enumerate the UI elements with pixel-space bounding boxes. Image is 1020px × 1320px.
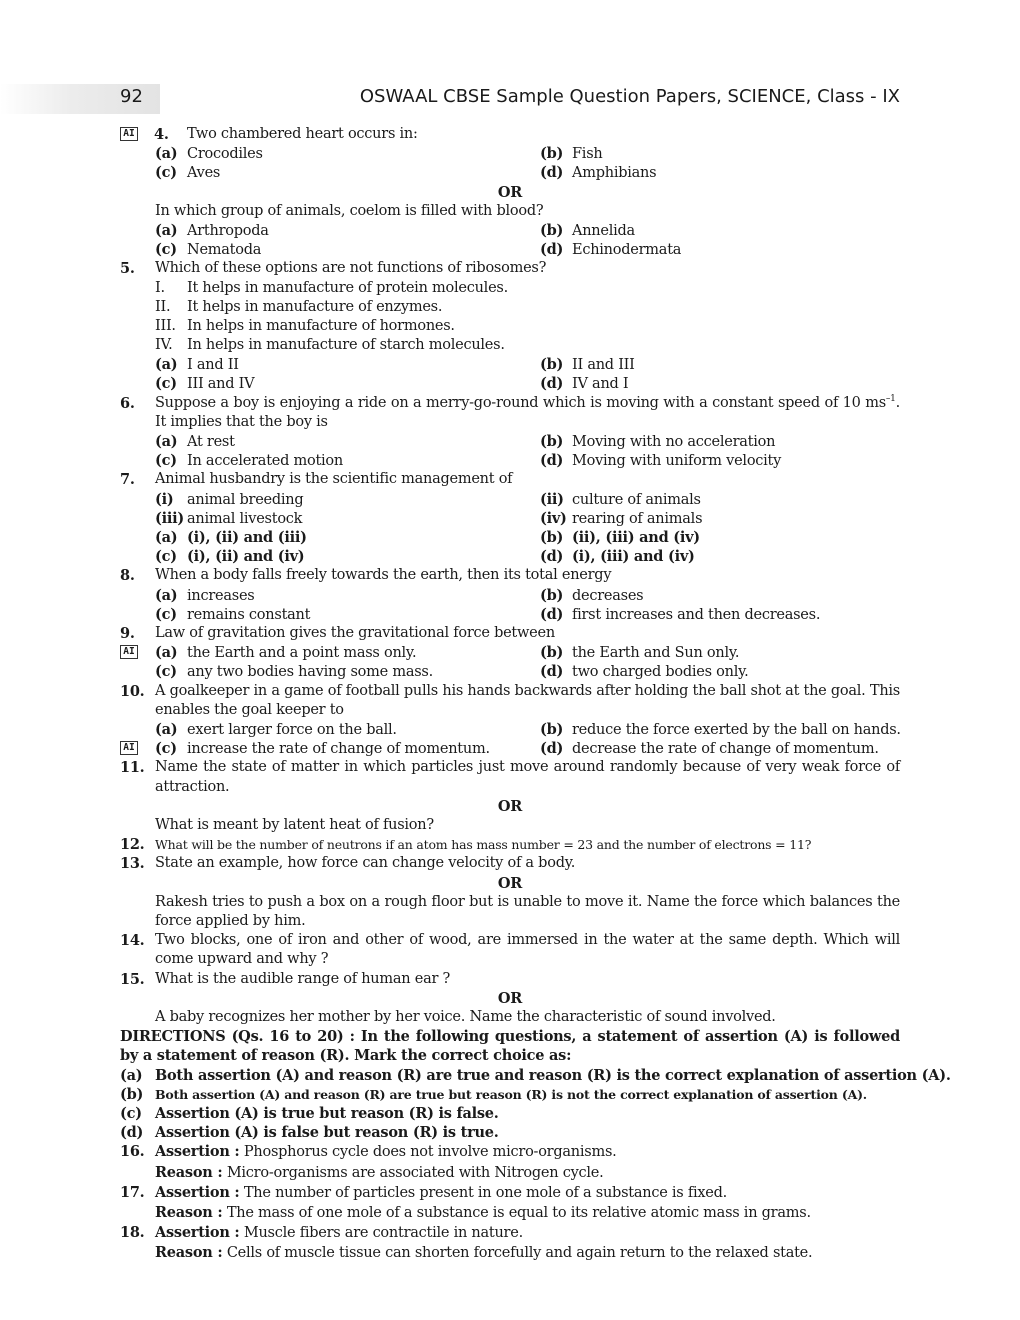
option-a: (a) (i), (ii) and (iii) [155,529,307,547]
option-c: (c) III and IV [155,375,255,393]
question-number: 8. [120,567,135,585]
directions-text: DIRECTIONS (Qs. 16 to 20) : In the following questions, a statement of assertion (A) is followed by a statement of reason (R). Mark the correct choice as: [120,1028,900,1065]
option-b: (b) Fish [540,145,603,163]
question-text: A goalkeeper in a game of football pulls his hands backwards after holding the ball shot at the goal. This enables the goal keeper to [155,682,900,718]
ai-badge-icon: AI [120,127,138,141]
option-row [120,163,900,182]
question-18 [120,1223,900,1263]
question-number: 9. [120,624,135,642]
option-d: (d) decrease the rate of change of momentum. [540,740,879,758]
question-16 [120,1142,900,1182]
reason-line: Reason : Micro-organisms are associated with Nitrogen cycle. [155,1163,604,1181]
statement-item: I. It helps in manufacture of protein molecules. [155,279,508,296]
option-b: (b) the Earth and Sun only. [540,644,740,662]
question-text: Two chambered heart occurs in: [187,126,418,142]
option-c: (c) Nematoda [155,241,262,259]
question-4-alternative [120,202,900,221]
question-number: 11. [120,759,145,777]
option-b: (b) II and III [540,356,635,374]
option-d: (d) Amphibians [540,164,657,182]
question-text: Animal husbandry is the scientific management of [155,471,513,488]
ai-badge-icon: AI [120,645,138,659]
question-number: 4. [154,126,169,143]
or-divider: OR [497,989,523,1007]
assertion-line: Assertion : Phosphorus cycle does not involve micro-organisms. [155,1143,617,1161]
question-6 [120,394,900,432]
option-c: (c) In accelerated motion [155,452,343,470]
option-a: (a) Arthropoda [155,221,269,239]
option-c: (c) remains constant [155,605,311,623]
option-c: (c) increase the rate of change of momentum. [155,740,490,758]
question-text: Law of gravitation gives the gravitational force between [155,624,555,641]
directions-choice-a: (a) Both assertion (A) and reason (R) are true and reason (R) is the correct explanation of assertion (A). [120,1066,951,1084]
question-11-alternative [120,816,900,835]
question-number: 15. [120,970,145,988]
question-11 [120,758,900,796]
question-9 [120,624,900,643]
question-number: 14. [120,932,145,950]
option-d: (d) IV and I [540,375,629,393]
statement-item: II. It helps in manufacture of enzymes. [155,298,443,315]
option-c: (c) any two bodies having some mass. [155,663,433,681]
option-b: (b) reduce the force exerted by the ball on hands. [540,720,901,738]
option-b: (b) Annelida [540,221,635,239]
question-5 [120,259,900,278]
running-title: OSWAAL CBSE Sample Question Papers, SCIENCE, Class - IX [359,86,900,107]
option-c: (c) (i), (ii) and (iv) [155,548,305,566]
option-b: (b) (ii), (iii) and (iv) [540,529,700,547]
assertion-line: Assertion : Muscle fibers are contractile in nature. [155,1224,523,1242]
option-row [120,739,900,758]
statement-item: IV. In helps in manufacture of starch molecules. [155,337,505,354]
option-a: (a) exert larger force on the ball. [155,720,397,738]
question-text: Which of these options are not functions of ribosomes? [155,260,547,277]
ai-badge-icon: AI [120,741,138,755]
question-text: A baby recognizes her mother by her voice. Name the characteristic of sound involved. [155,1008,776,1025]
option-row [120,528,900,547]
reason-line: Reason : Cells of muscle tissue can shorten forcefully and again return to the relaxed state. [155,1244,813,1262]
question-number: 5. [120,260,135,278]
question-number: 10. [120,682,145,700]
option-b: (b) Moving with no acceleration [540,433,776,451]
statement-row [120,509,900,528]
option-row [120,374,900,393]
question-text: Rakesh tries to push a box on a rough floor but is unable to move it. Name the force which balances the force applied by him. [155,893,900,929]
option-row [120,451,900,470]
question-8 [120,566,900,585]
option-a: (a) Crocodiles [155,145,263,163]
statement-i: (i) animal breeding [155,490,304,508]
reason-line: Reason : The mass of one mole of a substance is equal to its relative atomic mass in grams. [155,1203,811,1221]
question-text: What is meant by latent heat of fusion? [155,816,434,833]
question-text: Name the state of matter in which particles just move around randomly because of very weak force of attraction. [155,759,900,795]
question-number: 6. [120,394,135,412]
question-10 [120,682,900,720]
option-row [120,720,900,739]
option-row [120,144,900,163]
directions-choice-d: (d) Assertion (A) is false but reason (R) is true. [120,1124,499,1142]
option-d: (d) first increases and then decreases. [540,605,821,623]
option-d: (d) Moving with uniform velocity [540,452,782,470]
question-text: What will be the number of neutrons if an atom has mass number = 23 and the number of electrons = 11? [155,837,812,853]
question-15 [120,970,900,989]
option-d: (d) Echinodermata [540,241,682,259]
question-number: 16. [120,1143,145,1161]
option-row [120,586,900,605]
question-text: State an example, how force can change velocity of a body. [155,855,576,872]
question-number: 12. [120,836,145,854]
page-number: 92 [120,86,143,107]
question-14 [120,931,900,969]
option-row [120,643,900,662]
question-4 [120,125,900,144]
question-text: When a body falls freely towards the earth, then its total energy [155,567,612,584]
question-12 [120,835,900,854]
statement-ii: (ii) culture of animals [540,490,701,508]
option-a: (a) increases [155,586,255,604]
question-number: 13. [120,855,145,873]
option-row [120,221,900,240]
option-row [120,355,900,374]
option-a: (a) At rest [155,433,235,451]
question-content [120,125,951,1264]
or-divider: OR [497,797,523,815]
question-text: In which group of animals, coelom is filled with blood? [155,202,544,219]
option-row [120,547,900,566]
option-a: (a) the Earth and a point mass only. [155,644,417,662]
statement-row [120,490,900,509]
question-text: Two blocks, one of iron and other of wood, are immersed in the water at the same depth. Which will come upward and why ? [155,932,900,968]
option-d: (d) two charged bodies only. [540,663,749,681]
option-row [120,605,900,624]
directions-choice-c: (c) Assertion (A) is true but reason (R) is false. [120,1104,499,1122]
statement-iii: (iii) animal livestock [155,509,303,527]
or-divider: OR [497,183,523,201]
question-number: 18. [120,1224,145,1242]
question-text: What is the audible range of human ear ? [155,970,451,987]
option-b: (b) decreases [540,586,644,604]
statement-iv: (iv) rearing of animals [540,509,703,527]
question-number: 17. [120,1183,145,1201]
option-a: (a) I and II [155,356,239,374]
option-c: (c) Aves [155,164,221,182]
question-13 [120,854,900,873]
option-row [120,240,900,259]
question-text: Suppose a boy is enjoying a ride on a merry-go-round which is moving with a constant speed of 10 $ms^{-1}$. It implies that the boy is [155,393,900,430]
assertion-line: Assertion : The number of particles present in one mole of a substance is fixed. [155,1183,727,1201]
question-number: 7. [120,471,135,489]
directions-choice-b: (b) Both assertion (A) and reason (R) are true but reason (R) is not the correct explanation of assertion (A). [120,1085,867,1103]
question-7 [120,470,900,489]
question-15-alternative [120,1008,900,1027]
question-17 [120,1183,900,1223]
or-divider: OR [497,874,523,892]
option-d: (d) (i), (iii) and (iv) [540,548,695,566]
statement-item: III. In helps in manufacture of hormones. [155,317,455,334]
question-13-alternative [120,893,900,931]
option-row [120,662,900,681]
option-row [120,432,900,451]
